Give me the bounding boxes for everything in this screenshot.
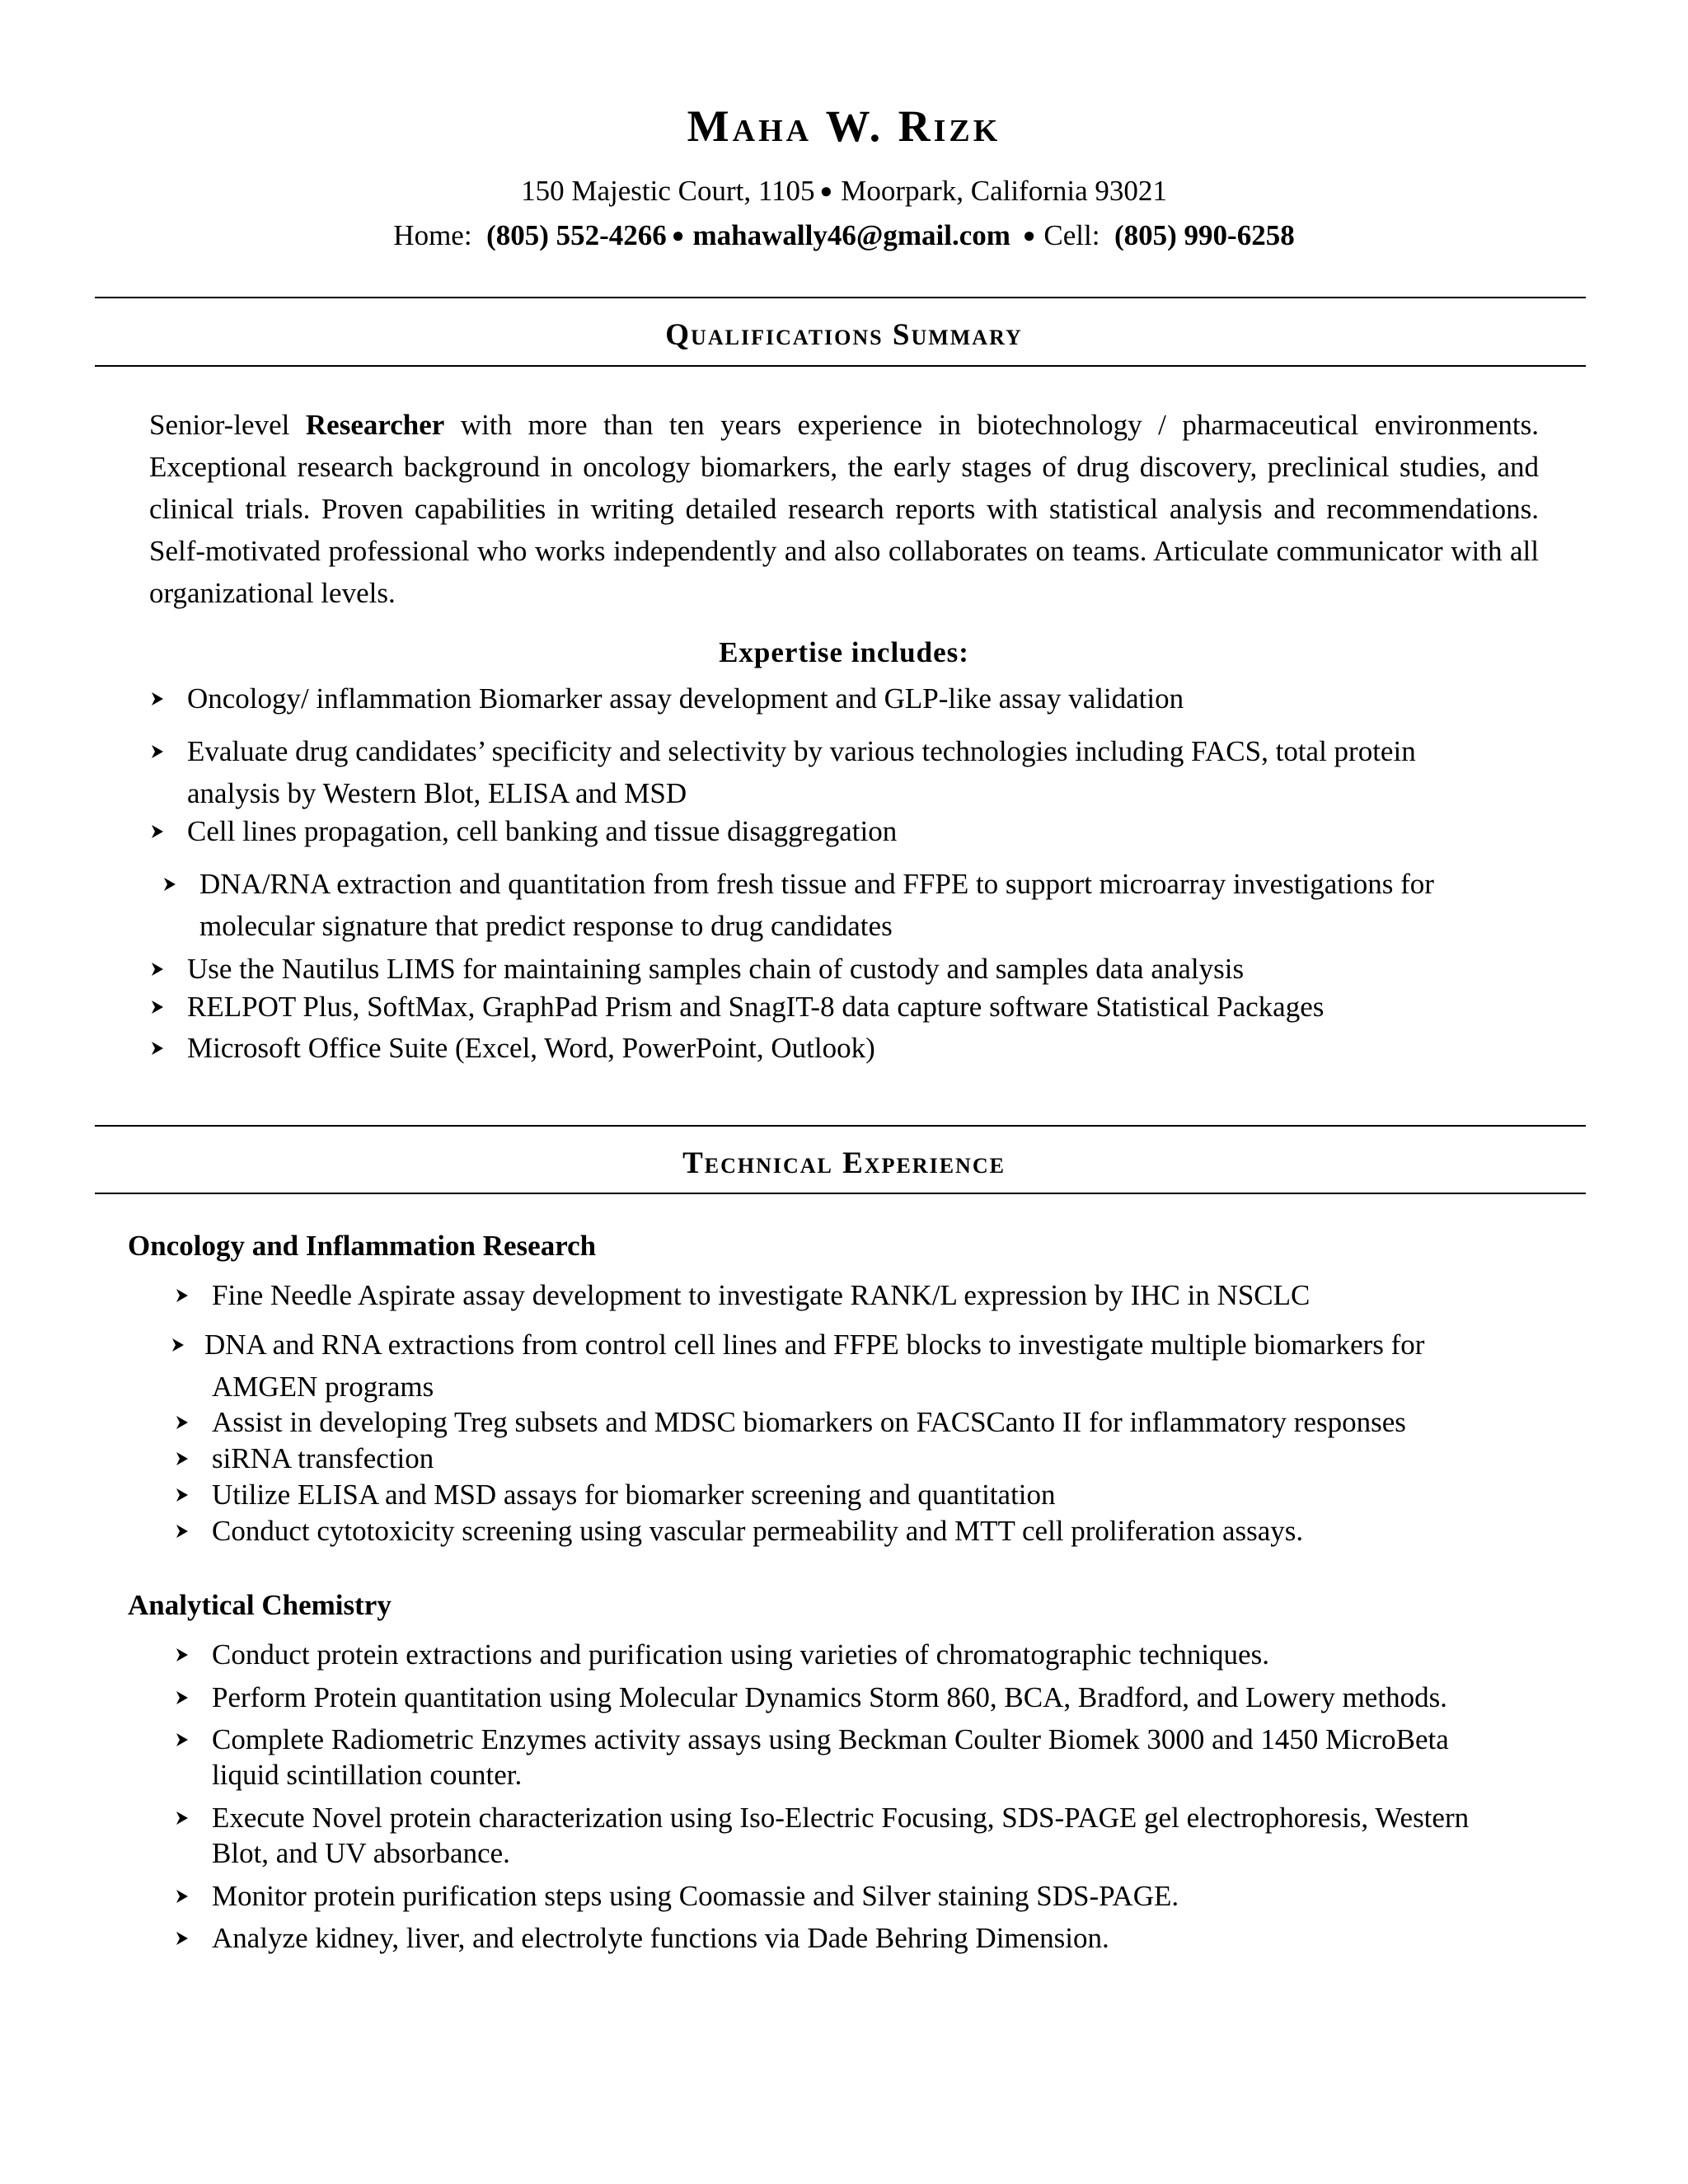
arrow-bullet-icon [150, 810, 165, 839]
list-item: RELPOT Plus, SoftMax, GraphPad Prism and SnagIT-8 data capture software Statistical Packages [187, 991, 1325, 1023]
list-item: Cell lines propagation, cell banking and tissue disaggregation [187, 815, 898, 847]
arrow-bullet-icon [175, 1474, 190, 1502]
list-item: Oncology/ inflammation Biomarker assay development and GLP-like assay validation [187, 682, 1184, 715]
email-address: mahawally46@gmail.com [692, 219, 1010, 251]
arrow-bullet-icon [150, 730, 165, 759]
arrow-bullet-icon [175, 1510, 190, 1539]
cell-phone: (805) 990-6258 [1114, 219, 1295, 251]
qualifications-heading: Qualifications Summary [665, 318, 1023, 352]
city-state-zip: Moorpark, California 93021 [841, 175, 1167, 207]
list-item-continuation: Blot, and UV absorbance. [212, 1837, 510, 1869]
arrow-bullet-icon [150, 948, 165, 977]
oncology-subheading: Oncology and Inflammation Research [128, 1230, 597, 1262]
cell-label: Cell: [1043, 219, 1100, 251]
summary-role: Researcher [305, 409, 445, 441]
arrow-bullet-icon [175, 1875, 190, 1904]
list-item-continuation: molecular signature that predict response to drug candidates [199, 910, 893, 942]
list-item: Use the Nautilus LIMS for maintaining samples chain of custody and samples data analysis [187, 953, 1245, 985]
list-item: Assist in developing Treg subsets and MDSC biomarkers on FACSCanto II for inflammatory responses [212, 1406, 1406, 1438]
list-item: Microsoft Office Suite (Excel, Word, PowerPoint, Outlook) [187, 1032, 875, 1064]
list-item-continuation: AMGEN programs [212, 1371, 434, 1403]
list-item: Utilize ELISA and MSD assays for biomarker screening and quantitation [212, 1479, 1056, 1511]
contact-line [0, 219, 1688, 252]
section-divider [95, 365, 1586, 367]
arrow-bullet-icon [150, 1027, 165, 1056]
summary-intro: Senior-level [149, 409, 306, 441]
list-item: Conduct protein extractions and purification using varieties of chromatographic techniques. [212, 1638, 1269, 1671]
candidate-name: Maha W. Rizk [687, 101, 1001, 151]
arrow-bullet-icon [175, 1274, 190, 1303]
arrow-bullet-icon [175, 1633, 190, 1662]
bullet-separator-icon: ● [1022, 223, 1036, 247]
arrow-bullet-icon [150, 986, 165, 1015]
list-item: Execute Novel protein characterization using Iso-Electric Focusing, SDS-PAGE gel electrophoresis, Western [212, 1802, 1470, 1834]
expertise-heading: Expertise includes: [719, 636, 969, 668]
chemistry-subheading: Analytical Chemistry [128, 1589, 392, 1621]
list-item: Evaluate drug candidates’ specificity and selectivity by various technologies including FACS, total protein [187, 735, 1416, 767]
home-phone: (805) 552-4266 [486, 219, 667, 251]
arrow-bullet-icon [175, 1676, 190, 1705]
bullet-separator-icon: ● [671, 223, 685, 247]
list-item: Monitor protein purification steps using Coomassie and Silver staining SDS-PAGE. [212, 1880, 1179, 1912]
list-item: siRNA transfection [212, 1442, 434, 1474]
list-item: Analyze kidney, liver, and electrolyte functions via Dade Behring Dimension. [212, 1922, 1109, 1954]
section-divider [95, 1125, 1586, 1127]
section-divider [95, 1193, 1586, 1194]
summary-body: with more than ten years experience in biotechnology / pharmaceutical environments. Exceptional research background in oncology biomarkers, the early stages of drug discovery, preclinical studies, and clinical trials. Proven capabilities in writing detailed research reports with statistical analysis and recommendations. Self-motivated professional who works independently and also collaborates on teams. Articulate communicator with all organizational levels. [149, 409, 1539, 609]
arrow-bullet-icon [171, 1324, 185, 1352]
arrow-bullet-icon [150, 677, 165, 706]
street-address: 150 Majestic Court, 1105 [521, 175, 815, 207]
technical-heading: Technical Experience [682, 1146, 1006, 1180]
list-item: Fine Needle Aspirate assay development to investigate RANK/L expression by IHC in NSCLC [212, 1279, 1311, 1311]
summary-paragraph [149, 404, 1539, 614]
list-item: Perform Protein quantitation using Molecular Dynamics Storm 860, BCA, Bradford, and Lowery methods. [212, 1681, 1447, 1713]
list-item: Conduct cytotoxicity screening using vascular permeability and MTT cell proliferation assays. [212, 1515, 1304, 1547]
list-item: Complete Radiometric Enzymes activity assays using Beckman Coulter Biomek 3000 and 1450 MicroBeta [212, 1723, 1449, 1755]
list-item: DNA/RNA extraction and quantitation from fresh tissue and FFPE to support microarray investigations for [199, 868, 1434, 900]
list-item-continuation: analysis by Western Blot, ELISA and MSD [187, 777, 687, 809]
arrow-bullet-icon [175, 1917, 190, 1946]
arrow-bullet-icon [175, 1437, 190, 1466]
arrow-bullet-icon [162, 863, 177, 892]
arrow-bullet-icon [175, 1401, 190, 1430]
list-item: DNA and RNA extractions from control cell lines and FFPE blocks to investigate multiple biomarkers for [204, 1329, 1425, 1361]
bullet-separator-icon: ● [819, 179, 833, 203]
list-item-continuation: liquid scintillation counter. [212, 1759, 523, 1791]
home-label: Home: [393, 219, 472, 251]
arrow-bullet-icon [175, 1797, 190, 1825]
address-line [0, 175, 1688, 208]
arrow-bullet-icon [175, 1718, 190, 1747]
section-divider [95, 297, 1586, 298]
